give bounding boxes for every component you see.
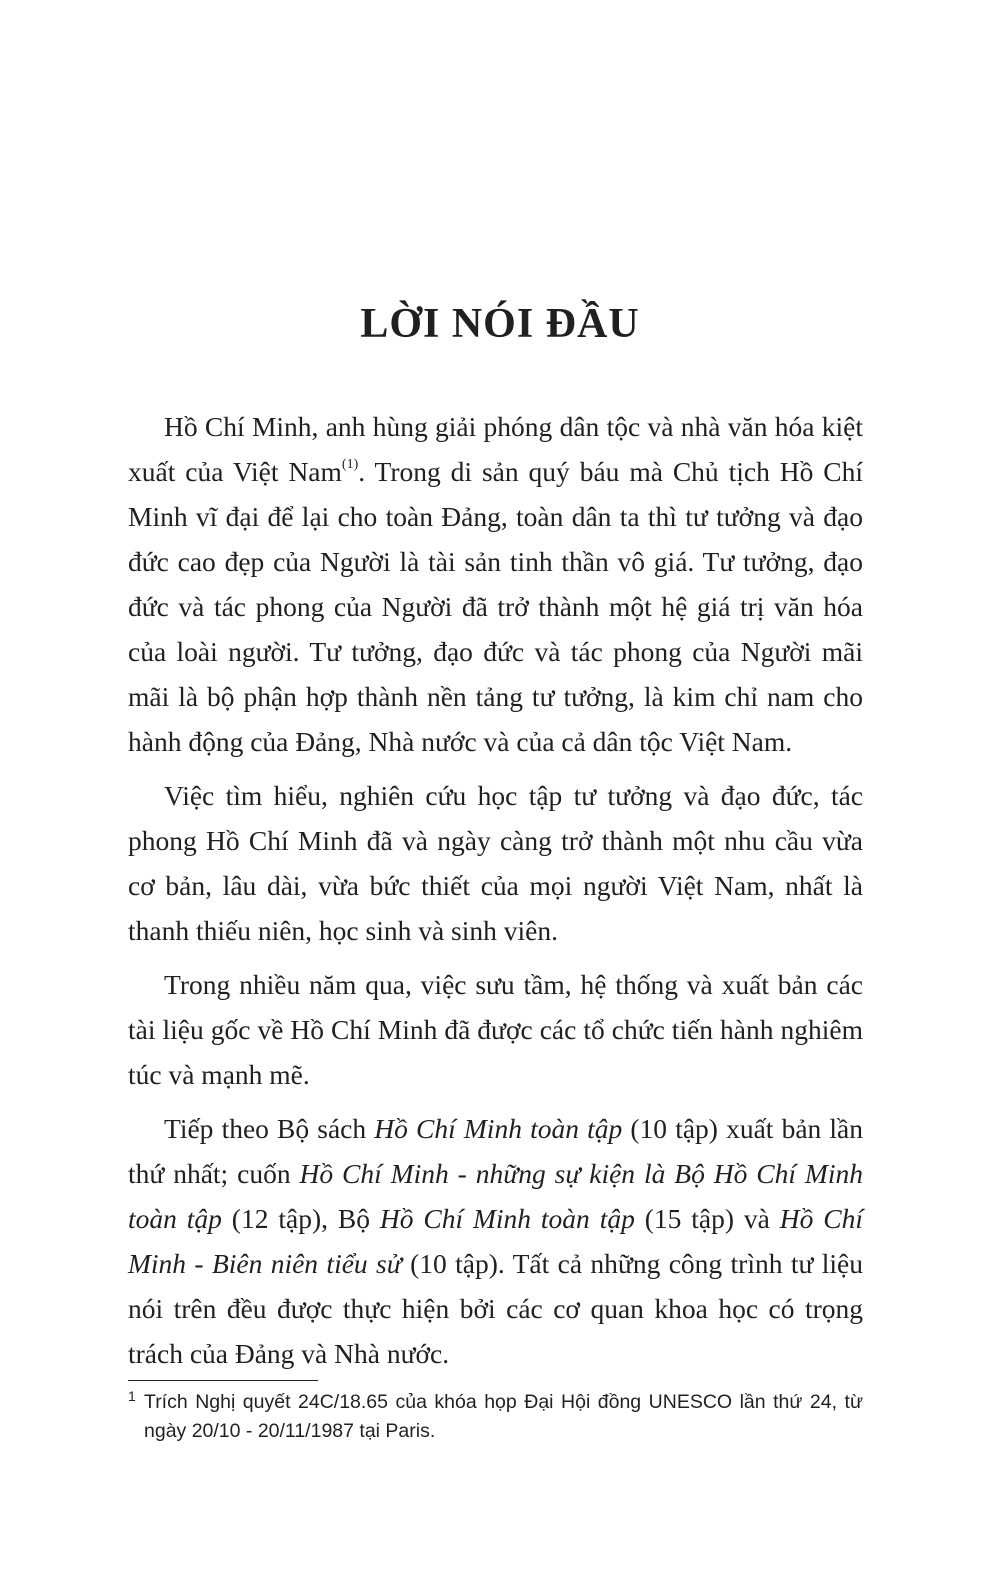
footnote bbox=[128, 1388, 863, 1446]
paragraph-4-text-4: (15 tập) và bbox=[634, 1203, 780, 1234]
footnote-number: 1 bbox=[128, 1388, 136, 1404]
paragraph-2: Việc tìm hiểu, nghiên cứu học tập tư tưởng và đạo đức, tác phong Hồ Chí Minh đã và ngày càng trở thành một nhu cầu vừa cơ bản, lâu dài, vừa bức thiết của mọi người Việt Nam, nhất là thanh thiếu niên, học sinh và sinh viên. bbox=[128, 780, 863, 946]
paragraph-1-text-b: . Trong di sản quý báu mà Chủ tịch Hồ Chí Minh vĩ đại để lại cho toàn Đảng, toàn dân ta thì tư tưởng và đạo đức cao đẹp của Người là tài sản tinh thần vô giá. Tư tưởng, đạo đức và tác phong của Người đã trở thành một hệ giá trị văn hóa của loài người. Tư tưởng, đạo đức và tác phong của Người mãi mãi là bộ phận hợp thành nền tảng tư tưởng, là kim chỉ nam cho hành động của Đảng, Nhà nước và của cả dân tộc Việt Nam. bbox=[128, 456, 863, 757]
footnote-divider bbox=[128, 1380, 318, 1381]
paragraph-4-text-5: (10 tập). Tất cả những công trình tư liệu nói trên đều được thực hiện bởi các cơ quan khoa học có trọng trách của Đảng và Nhà nước. bbox=[128, 1248, 863, 1369]
paragraph-3: Trong nhiều năm qua, việc sưu tầm, hệ thống và xuất bản các tài liệu gốc về Hồ Chí Minh đã được các tổ chức tiến hành nghiêm túc và mạnh mẽ. bbox=[128, 969, 863, 1090]
paragraph-1-text-a: Hồ Chí Minh, anh hùng giải phóng dân tộc và nhà văn hóa kiệt xuất của Việt Nam bbox=[128, 411, 863, 487]
footnote-text: Trích Nghị quyết 24C/18.65 của khóa họp Đại Hội đồng UNESCO lần thứ 24, từ ngày 20/10 - 20/11/1987 tại Paris. bbox=[144, 1391, 863, 1442]
book-title-events: Hồ Chí Minh - những sự kiện là Bộ Hồ Chí Minh toàn tập bbox=[128, 1158, 863, 1234]
book-title-complete-works-10: Hồ Chí Minh toàn tập bbox=[374, 1113, 623, 1144]
paragraph-4 bbox=[128, 1106, 863, 1376]
paragraph-4-text-3: (12 tập), Bộ bbox=[221, 1203, 380, 1234]
body-text bbox=[128, 404, 863, 1385]
book-title-chronicle: Hồ Chí Minh - Biên niên tiểu sử bbox=[128, 1203, 863, 1279]
paragraph-4-text-2: (10 tập) xuất bản lần thứ nhất; cuốn bbox=[128, 1113, 864, 1189]
book-title-complete-works-15: Hồ Chí Minh toàn tập bbox=[379, 1203, 635, 1234]
footnote-reference: (1) bbox=[341, 457, 359, 472]
paragraph-4-text-1: Tiếp theo Bộ sách bbox=[164, 1113, 375, 1144]
page-title: LỜI NÓI ĐẦU bbox=[360, 301, 640, 347]
paragraph-1 bbox=[128, 404, 863, 764]
